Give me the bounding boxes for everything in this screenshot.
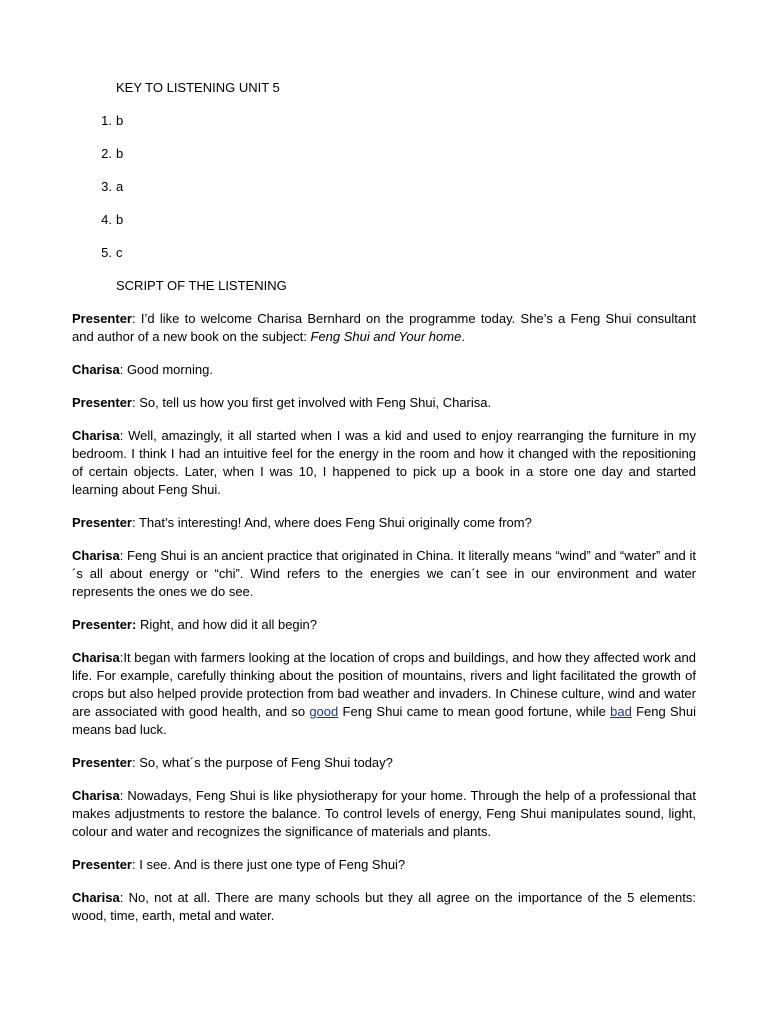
script-heading: SCRIPT OF THE LISTENING bbox=[116, 278, 287, 293]
speaker-separator: : bbox=[119, 428, 129, 443]
speaker-name: Presenter bbox=[72, 755, 132, 770]
turn-text: Nowadays, Feng Shui is like physiotherapy for your home. Through the help of a professional that makes adjustments to restore the balance. To control levels of energy, Feng Shui manipulates sound, light, colour and water and recognizes the significance of materials and plants. bbox=[72, 788, 696, 839]
turn-text: So, tell us how you first get involved with Feng Shui, Charisa. bbox=[139, 395, 492, 410]
turn-text: Feng Shui is an ancient practice that originated in China. It literally means “wind” and “water” and it´s all about energy or “chi”. Wind refers to the energies we can´t see in our environment and water represents the ones we do see. bbox=[72, 548, 696, 599]
speaker-name: Presenter bbox=[72, 311, 132, 326]
turn-text: Feng Shui means bad luck. bbox=[72, 704, 697, 737]
turn-text: Feng Shui came to mean good fortune, while bbox=[338, 704, 611, 719]
answer-key-heading: KEY TO LISTENING UNIT 5 bbox=[116, 80, 280, 95]
answer-item bbox=[72, 178, 696, 196]
speaker-separator: : bbox=[119, 548, 128, 563]
speaker-name: Presenter bbox=[72, 395, 132, 410]
turn-text: So, what´s the purpose of Feng Shui today? bbox=[139, 755, 393, 770]
speaker-name: Presenter bbox=[72, 857, 132, 872]
speaker-name: Charisa bbox=[72, 548, 120, 563]
dialogue-turn bbox=[72, 427, 696, 499]
speaker-name: Charisa bbox=[72, 890, 120, 905]
book-title: Feng Shui and Your home bbox=[310, 329, 462, 344]
link-bad[interactable]: bad bbox=[610, 704, 632, 719]
speaker-name: Charisa bbox=[72, 428, 120, 443]
dialogue-turn bbox=[72, 616, 696, 634]
dialogue-turn bbox=[72, 394, 696, 412]
speaker-separator: : bbox=[131, 515, 139, 530]
speaker-separator: : bbox=[119, 362, 127, 377]
speaker-separator: : bbox=[119, 890, 129, 905]
speaker-name: Charisa bbox=[72, 650, 120, 665]
turn-text: No, not at all. There are many schools but they all agree on the importance of the 5 elements: wood, time, earth, metal and water. bbox=[72, 890, 696, 923]
turn-text: I see. And is there just one type of Feng Shui? bbox=[139, 857, 406, 872]
dialogue-turn bbox=[72, 856, 696, 874]
answer-value: b bbox=[116, 146, 124, 161]
speaker-separator: : bbox=[131, 857, 140, 872]
answer-list bbox=[72, 112, 696, 262]
answer-value: a bbox=[116, 179, 124, 194]
dialogue-turn bbox=[72, 361, 696, 379]
turn-text: Good morning. bbox=[126, 362, 213, 377]
answer-number: 4. bbox=[101, 212, 112, 227]
speaker-separator: : bbox=[119, 650, 124, 665]
answer-number: 5. bbox=[101, 245, 112, 260]
answer-number: 3. bbox=[101, 179, 112, 194]
dialogue-turn bbox=[72, 514, 696, 532]
answer-item bbox=[72, 112, 696, 130]
speaker-separator: : bbox=[119, 788, 128, 803]
speaker-name: Charisa bbox=[72, 362, 120, 377]
turn-text: I’d like to welcome Charisa Bernhard on the programme today. She’s a Feng Shui consultant and author of a new book on the subject: bbox=[72, 311, 696, 344]
speaker-separator: : bbox=[131, 311, 141, 326]
answer-number: 2. bbox=[101, 146, 112, 161]
answer-value: b bbox=[116, 212, 124, 227]
answer-value: b bbox=[116, 113, 124, 128]
dialogue-turn bbox=[72, 547, 696, 601]
turn-text: That’s interesting! And, where does Feng Shui originally come from? bbox=[138, 515, 532, 530]
speaker-name: Presenter: bbox=[72, 617, 137, 632]
dialogue-turn bbox=[72, 649, 696, 739]
speaker-name: Charisa bbox=[72, 788, 120, 803]
dialogue-turn bbox=[72, 889, 696, 925]
answer-number: 1. bbox=[101, 113, 112, 128]
speaker-name: Presenter bbox=[72, 515, 132, 530]
link-good[interactable]: good bbox=[309, 704, 339, 719]
answer-item bbox=[72, 145, 696, 163]
turn-text: . bbox=[461, 329, 465, 344]
turn-text: Right, and how did it all begin? bbox=[139, 617, 317, 632]
answer-item bbox=[72, 244, 696, 262]
dialogue-turn bbox=[72, 787, 696, 841]
listening-script bbox=[72, 310, 696, 925]
speaker-separator: : bbox=[131, 395, 140, 410]
answer-value: c bbox=[116, 245, 123, 260]
dialogue-turn bbox=[72, 310, 696, 346]
dialogue-turn bbox=[72, 754, 696, 772]
speaker-separator: : bbox=[131, 755, 140, 770]
answer-item bbox=[72, 211, 696, 229]
turn-text: It began with farmers looking at the location of crops and buildings, and how they affected work and life. For example, carefully thinking about the position of mountains, rivers and light facilitated the growth of crops but also helped provide protection from bad weather and invaders. In Chinese culture, wind and water are associated with good health, and so bbox=[72, 650, 696, 719]
turn-text: Well, amazingly, it all started when I was a kid and used to enjoy rearranging the furniture in my bedroom. I think I had an intuitive feel for the energy in the room and how it changed with the repositioning of certain objects. Later, when I was 10, I happened to pick up a book in a store one day and started learning about Feng Shui. bbox=[72, 428, 696, 497]
